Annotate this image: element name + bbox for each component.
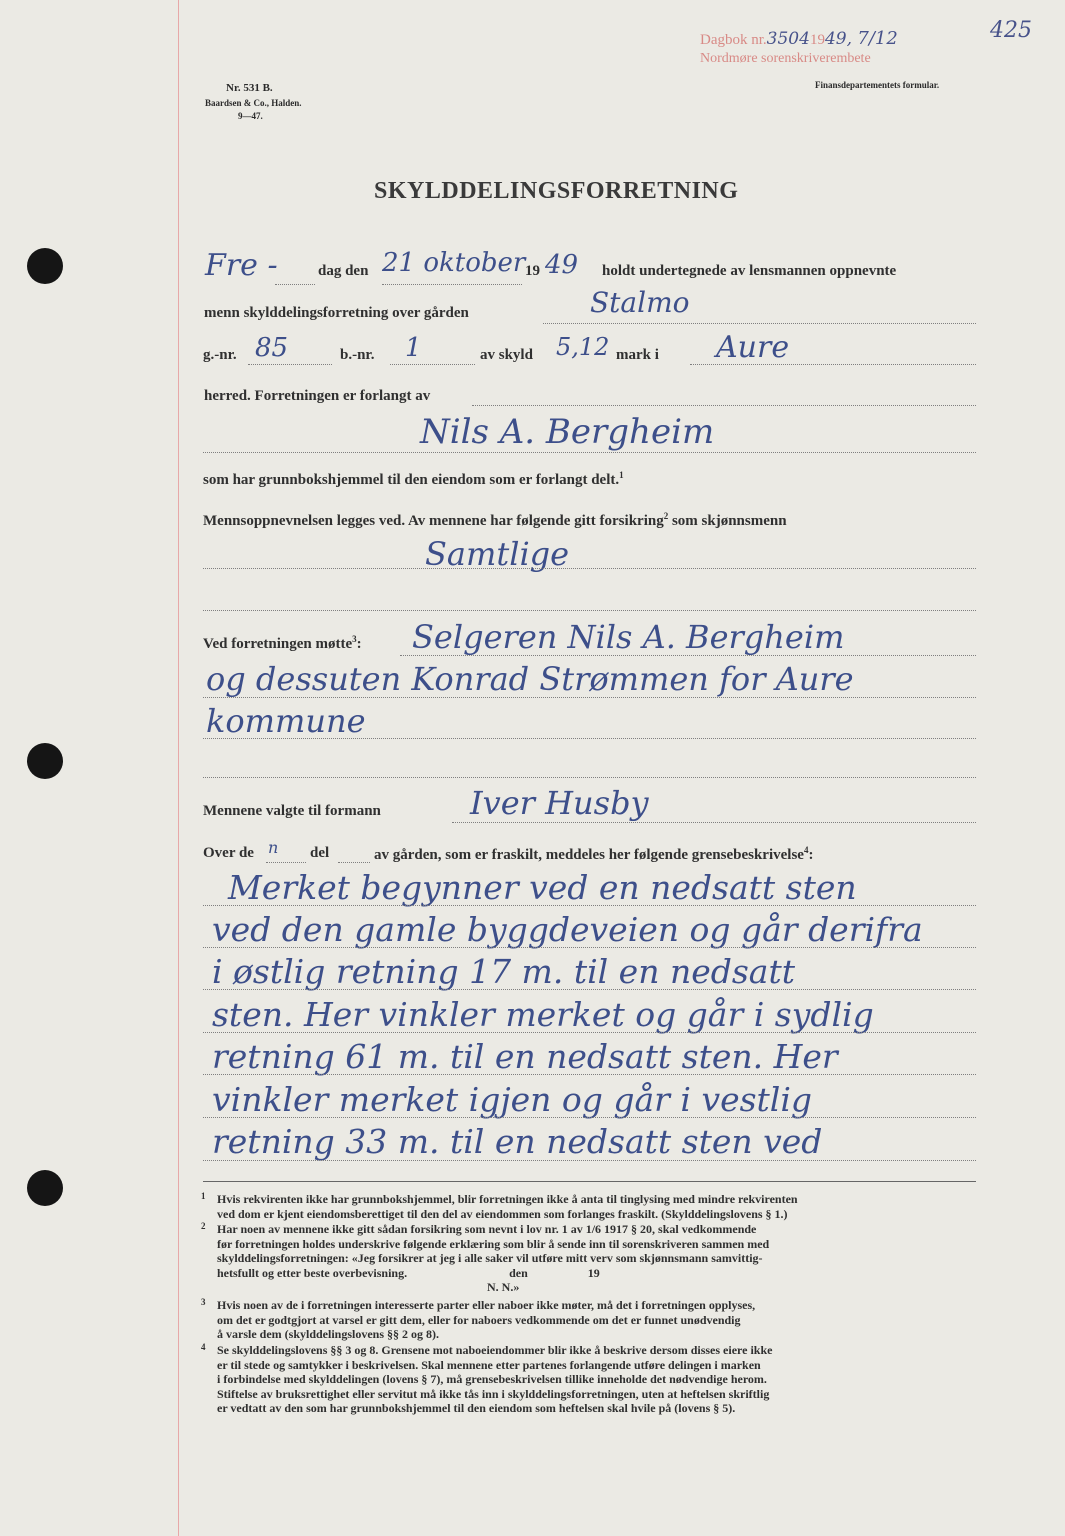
handwritten-farm: Stalmo (590, 286, 690, 319)
line9-label: Ved forretningen møtte (203, 636, 353, 652)
dagbok-year: 49 (824, 29, 847, 49)
footnote-ref: 2 (663, 511, 669, 521)
line1-text: holdt undertegnede av lensmannen oppnevnte (602, 263, 897, 279)
dagbok-stamp: Dagbok nr.35041949, 7/12 (700, 28, 898, 49)
line9-text (203, 634, 362, 653)
label-year-prefix: 19 (525, 263, 540, 279)
dotted-line (203, 1160, 976, 1161)
line13-colon: : (808, 847, 814, 863)
form-number: Nr. 531 B. (226, 82, 273, 94)
handwritten-sworn-men: Samtlige (425, 535, 570, 573)
dotted-line (338, 862, 370, 863)
handwritten-year: 49 (545, 250, 579, 280)
margin-line (178, 0, 179, 1536)
footnote-line: hetsfullt og etter beste overbevisning. den 19 (217, 1265, 600, 1280)
dotted-line (203, 1074, 976, 1075)
stamp-label: Dagbok nr. (700, 32, 767, 48)
handwritten-weekday: Fre - (205, 248, 278, 283)
dotted-line (472, 405, 976, 406)
footnote-line: er til stede og samtykker i beskrivelsen. Skal mennene etter partenes forlangende utføre delingen i marken (217, 1357, 761, 1372)
dotted-line (543, 323, 976, 324)
footnote-ref: 4 (803, 845, 809, 855)
footnote-line: før forretningen holdes underskrive følgende erklæring som blir å sende inn til sorenskriveren sammen med (217, 1236, 770, 1251)
handwritten-suffix: n (268, 838, 279, 857)
dotted-line (203, 1032, 976, 1033)
dotted-line (248, 364, 332, 365)
dotted-line (203, 738, 976, 739)
description-line: i østlig retning 17 m. til en nedsatt (212, 952, 795, 991)
label-over-de: Over de (203, 845, 254, 861)
footnote-line: Hvis noen av de i forretningen interesserte parter eller naboer ikke møter, må det i forretningen opplyses, (217, 1298, 756, 1312)
dotted-line (390, 364, 475, 365)
dotted-line (203, 568, 976, 569)
footnote-number: 2 (201, 1221, 206, 1231)
handwritten-attendees-1: Selgeren Nils A. Bergheim (412, 618, 845, 656)
line4-text: herred. Forretningen er forlangt av (204, 388, 431, 404)
date-note: 7/12 (857, 28, 898, 49)
dotted-line (203, 947, 976, 948)
line9-colon: : (356, 636, 362, 652)
form-origin: Finansdepartementets formular. (815, 80, 940, 90)
footnote-line: Stiftelse av bruksrettighet eller servitut må ikke tås inn i skylddelingsforretningen, uten at heftelsen skriftlig (217, 1386, 770, 1401)
punch-hole (27, 248, 63, 284)
footnote-line: Se skylddelingslovens §§ 3 og 8. Grensene mot naboeiendommer blir ikke å beskrive dersom disses eiere ikke (217, 1343, 773, 1357)
footnote-line: å varsle dem (skylddelingslovens §§ 2 og 8). (217, 1327, 440, 1342)
punch-hole (27, 1170, 63, 1206)
label-mark-i: mark i (616, 347, 659, 363)
footnote-line: er vedtatt av den som har grunnbokshjemmel til den eiendom som heftelsen skal hvile på (lovens § 5). (217, 1401, 736, 1416)
dotted-line (203, 777, 976, 778)
footnote-3 (201, 1298, 981, 1342)
print-date: 9—47. (238, 111, 263, 121)
handwritten-attendees-3: kommune (206, 702, 366, 740)
dotted-line (203, 452, 976, 453)
description-line: retning 61 m. til en nedsatt sten. Her (212, 1037, 838, 1076)
line13-label: av gården, som er fraskilt, meddeles her følgende grensebeskrivelse (374, 847, 804, 863)
footnote-number: 3 (201, 1297, 206, 1307)
footnote-number: 1 (201, 1191, 206, 1201)
dotted-line (382, 284, 522, 285)
footnote-number: 4 (201, 1342, 206, 1352)
description-line: retning 33 m. til en nedsatt sten ved (212, 1122, 823, 1161)
footnote-line: skylddelingsforretningen: «Jeg forsikrer at jeg i alle saker vil utføre mitt verv som skjønnsmann samvittig- (217, 1251, 763, 1266)
handwritten-bnr: 1 (405, 333, 422, 363)
handwritten-place: Aure (716, 330, 790, 365)
page-number: 425 (990, 18, 1032, 43)
footnote-ref: 3 (352, 634, 357, 644)
footnote-ref: 1 (619, 470, 624, 480)
dotted-line (203, 1117, 976, 1118)
label-dag-den: dag den (318, 263, 369, 279)
dotted-line (203, 610, 976, 611)
dotted-line (400, 655, 976, 656)
line7-label-end: som skjønnsmenn (671, 513, 787, 529)
footnote-line: om det er godtgjort at varsel er gitt dem, eller for naboers vedkommende om det er funnet unødvendig (217, 1312, 741, 1327)
line7-text (203, 511, 787, 530)
description-line: Merket begynner ved en nedsatt sten (228, 868, 857, 907)
dotted-line (690, 364, 976, 365)
document-title: SKYLDDELINGSFORRETNING (374, 178, 739, 204)
dotted-line (203, 989, 976, 990)
dotted-line (266, 862, 306, 863)
footnote-line: N. N.» (217, 1280, 520, 1295)
line12-text: Mennene valgte til formann (203, 803, 381, 819)
line2-text: menn skylddelingsforretning over gården (204, 305, 469, 321)
description-line: vinkler merket igjen og går i vestlig (212, 1080, 813, 1119)
description-line: sten. Her vinkler merket og går i sydlig (212, 995, 874, 1034)
label-del: del (310, 845, 330, 861)
line6-label: som har grunnbokshjemmel til den eiendom som er forlangt delt. (203, 472, 620, 488)
handwritten-gnr: 85 (255, 333, 289, 363)
line13-text (374, 845, 813, 864)
handwritten-attendees-2: og dessuten Konrad Strømmen for Aure (206, 660, 854, 698)
stamp-year: 19 (809, 32, 825, 48)
label-bnr: b.-nr. (340, 347, 375, 363)
description-line: ved den gamle byggdeveien og går derifra (212, 910, 923, 949)
footnote-line: i forbindelse med skylddelingen (lovens § 7), må grensebeskrivelsen tillike inneholde det nødvendige herom. (217, 1372, 767, 1387)
dagbok-number: 3504 (766, 29, 810, 49)
footnote-line: Hvis rekvirenten ikke har grunnbokshjemmel, blir forretningen ikke å anta til tinglysing med mindre rekvirenten (217, 1192, 798, 1206)
footnote-2 (201, 1222, 981, 1295)
publisher: Baardsen & Co., Halden. (205, 98, 302, 108)
punch-hole (27, 743, 63, 779)
court-stamp: Nordmøre sorenskriverembete (700, 51, 871, 66)
handwritten-requester: Nils A. Bergheim (420, 412, 715, 452)
handwritten-chairman: Iver Husby (470, 784, 649, 822)
label-gnr: g.-nr. (203, 347, 237, 363)
dotted-line (203, 697, 976, 698)
handwritten-date: 21 oktober (382, 248, 526, 278)
dotted-line (203, 905, 976, 906)
footnote-1 (201, 1192, 981, 1221)
footnote-line: Har noen av mennene ikke gitt sådan forsikring som nevnt i lov nr. 1 av 1/6 1917 § 20, skal vedkommende (217, 1222, 757, 1236)
line6-text (203, 470, 624, 489)
dotted-line (452, 822, 976, 823)
footnote-4 (201, 1343, 981, 1416)
line7-label: Mennsoppnevnelsen legges ved. Av mennene har følgende gitt forsikring (203, 513, 664, 529)
dotted-line (275, 284, 315, 285)
footnote-separator (203, 1181, 976, 1182)
footnote-line: ved dom er kjent eiendomsberettiget til den del av eiendommen som forlanges fraskilt. (Skylddelingslovens § 1.) (217, 1206, 788, 1221)
handwritten-skyld: 5,12 (556, 333, 610, 361)
label-skyld: av skyld (480, 347, 533, 363)
